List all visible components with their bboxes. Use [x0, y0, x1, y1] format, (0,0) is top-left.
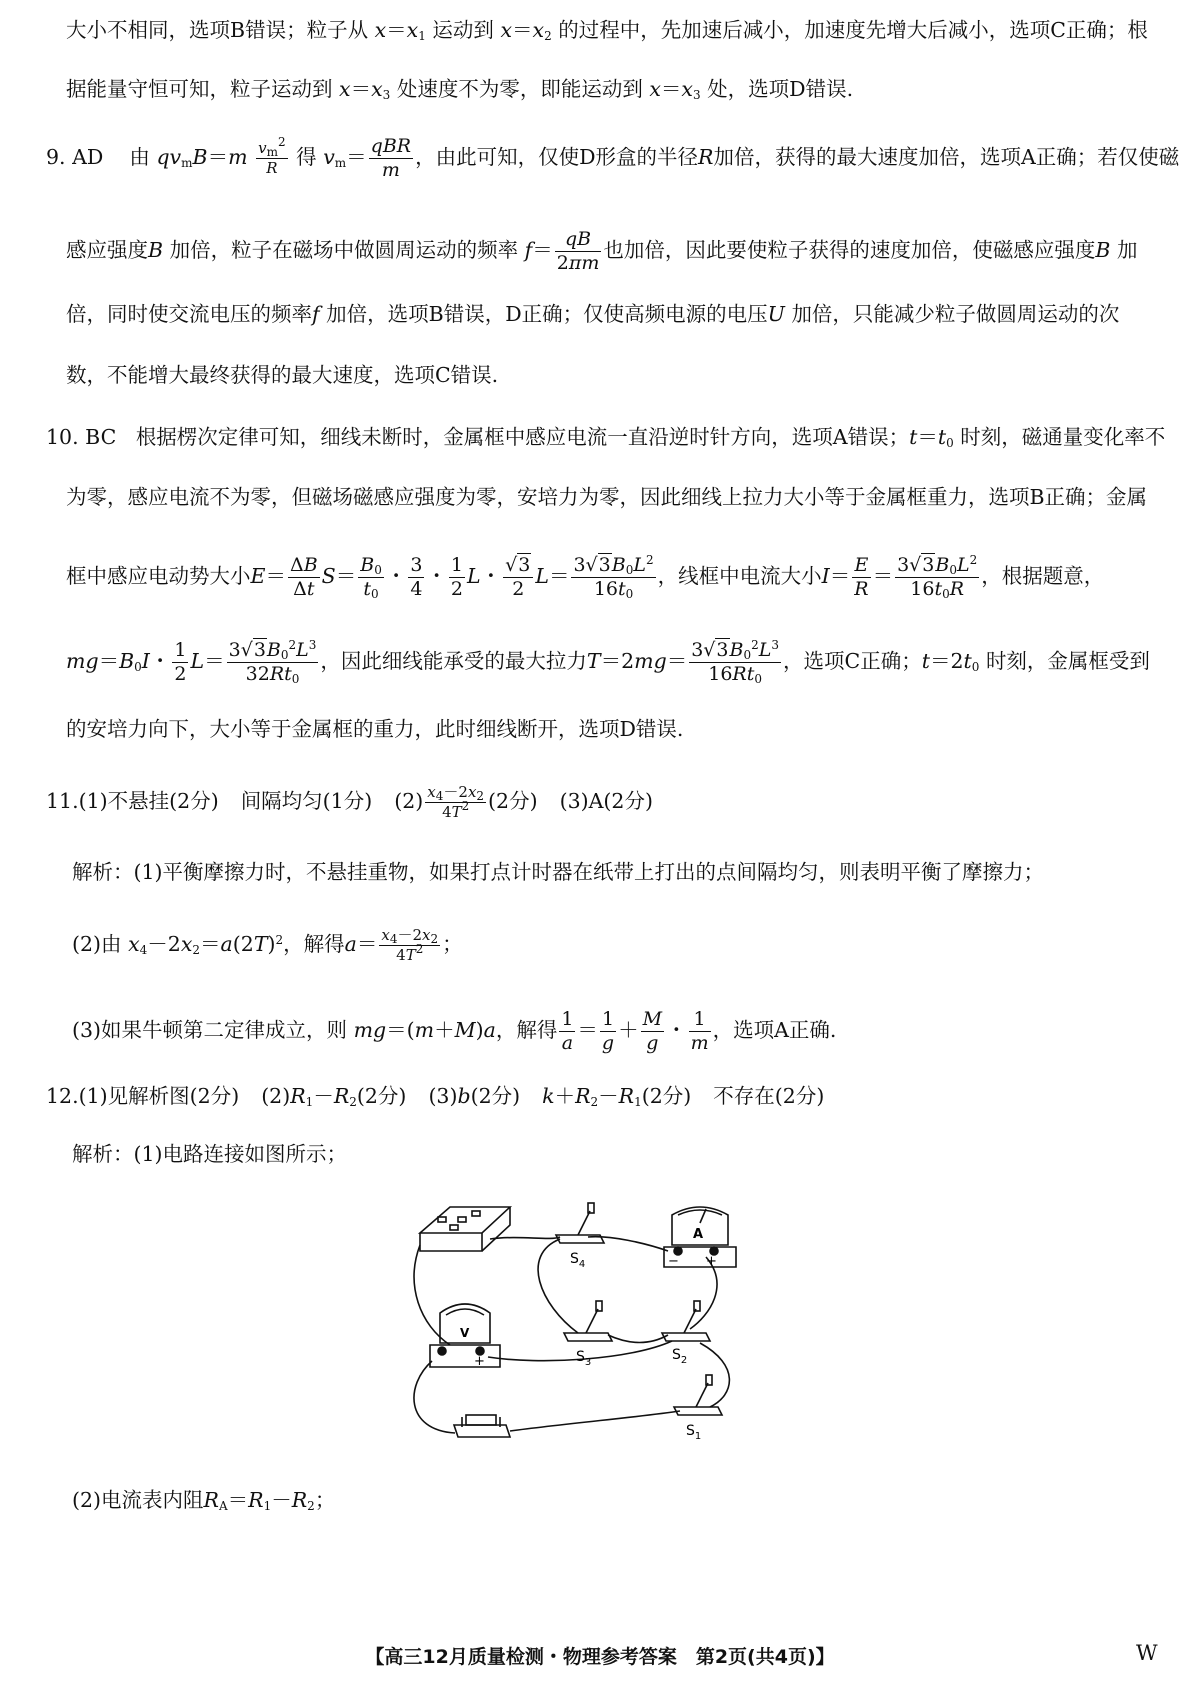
resistor — [454, 1415, 510, 1437]
voltmeter-label: V — [460, 1326, 470, 1340]
circuit-diagram — [410, 1195, 740, 1455]
q10-line-3: 框中感应电动势大小E＝ $\frac{\Delta B}{\Delta t}$ S＝ $\frac{B_0}{t_0}$ ・ $\frac{3}{4}$ ・ $\frac{1}{2}$ L・ $\frac{√3}{2}$ L＝ $\frac{3√3B_0L^2}{16t_0}$ ，线框中电流大小I＝ $\frac{E}{R}$ ＝ $\frac{3√3B_0L^2}{16t_0R}$ ，根据题意， — [66, 553, 1105, 601]
switch-s2 — [662, 1301, 710, 1341]
wire — [700, 1343, 729, 1407]
wire — [510, 1411, 680, 1431]
q11-number: 11. — [46, 789, 79, 813]
q9-line-3: 倍，同时使交流电压的频率f 加倍，选项B错误，D正确；仅使高频电源的电压U 加倍，只能减少粒子做圆周运动的次 — [66, 302, 1120, 326]
q11-explanation-3: (3)如果牛顿第二定律成立，则 mg＝(m＋M)a，解得 $\frac{1}{a}$ ＝ $\frac{1}{g}$ ＋ $\frac{M}{g}$ ・ $\frac{1}{m}$ ，选项A正确. — [72, 1008, 837, 1054]
wire — [414, 1245, 450, 1345]
s2-label: $S_2$ — [672, 1347, 688, 1366]
q10-line-1: 10. BC 根据楞次定律可知，细线未断时，金属框中感应电流一直沿逆时针方向，选项A错误；$t=t_0$ 时刻，磁通量变化率不 — [46, 425, 1166, 450]
page-footer: 【高三12月质量检测・物理参考答案 第2页(共4页)】 — [365, 1646, 835, 1668]
wire — [490, 1237, 560, 1239]
q9-number: 9. AD — [46, 145, 104, 169]
q10-line-2: 为零，感应电流不为零，但磁场磁感应强度为零，安培力为零，因此细线上拉力大小等于金属框重力，选项B正确；金属 — [66, 485, 1148, 509]
ammeter-plus-label: + — [706, 1254, 717, 1269]
wire — [588, 1237, 668, 1251]
q11-answer-line: 11.(1)不悬挂(2分) 间隔均匀(1分) (2) $\frac{x_4-2x_2}{4T^2}$ (2分) (3)A(2分) — [46, 783, 653, 821]
s3-label: $S_3$ — [576, 1349, 592, 1368]
q10-number: 10. BC — [46, 425, 117, 449]
q10-line-5: 的安培力向下，大小等于金属框的重力，此时细线断开，选项D错误. — [66, 717, 684, 741]
q9-line-4: 数，不能增大最终获得的最大速度，选项C错误. — [66, 363, 499, 387]
q12-explanation-2: (2)电流表内阻$R_A=R_1-R_2$； — [72, 1488, 336, 1513]
q9-line-2: 感应强度B 加倍，粒子在磁场中做圆周运动的频率 f＝ $\frac{qB}{2\pi m}$ 也加倍，因此要使粒子获得的速度加倍，使磁感应强度B 加 — [66, 228, 1138, 274]
wire — [414, 1361, 455, 1433]
ammeter-label: A — [693, 1227, 704, 1242]
q12-explanation-1: 解析：(1)电路连接如图所示； — [72, 1142, 348, 1166]
q11-explanation-2: (2)由 $x_4-2x_2=a(2T)^2$，解得a＝ $\frac{x_4-2x_2}{4T^2}$ ； — [72, 926, 463, 964]
switch-s1 — [674, 1375, 722, 1415]
switch-s3 — [564, 1301, 612, 1341]
continuation-line-2: 据能量守恒可知，粒子运动到 $x=x_3$ 处速度不为零，即能运动到 $x=x_3$ 处，选项D错误. — [66, 77, 854, 102]
q11-explanation-1: 解析：(1)平衡摩擦力时，不悬挂重物，如果打点计时器在纸带上打出的点间隔均匀，则表明平衡了摩擦力； — [72, 860, 1045, 884]
s1-label: $S_1$ — [686, 1423, 702, 1442]
ammeter-minus-label: − — [668, 1254, 679, 1269]
voltmeter-plus-label: + — [474, 1354, 485, 1369]
continuation-line-1: 大小不相同，选项B错误；粒子从 $x=x_1$ 运动到 $x=x_2$ 的过程中，先加速后减小，加速度先增大后减小，选项C正确；根 — [66, 18, 1148, 43]
q12-number: 12. — [46, 1084, 79, 1108]
wire — [608, 1335, 668, 1343]
corner-mark: W — [1136, 1641, 1158, 1665]
battery-box — [420, 1207, 510, 1251]
q12-answer-line: 12.(1)见解析图(2分) $(2)R_1-R_2(2$分) (3)b(2分) $k+R_2-R_1(2$分) 不存在(2分) — [46, 1084, 825, 1109]
s4-label: $S_4$ — [570, 1251, 586, 1270]
q10-line-4: $mg=B_0I$・ $\frac{1}{2}$ L＝ $\frac{3√3B_0^2L^3}{32Rt_0}$ ，因此细线能承受的最大拉力T＝2mg＝ $\frac{3√3B_0^2L^3}{16Rt_0}$ ，选项C正确；$t=2t_0$ 时刻，金属框受到 — [66, 638, 1150, 686]
q9-line-1: 9. AD 由 $qv_mB=m$ $\frac{v_m^2}{R}$ 得 $v_m=$ qBR m ，由此可知，仅使D形盒的半径R加倍，获得的最大速度加倍，选项A正确；若仅使磁 — [46, 135, 1180, 181]
